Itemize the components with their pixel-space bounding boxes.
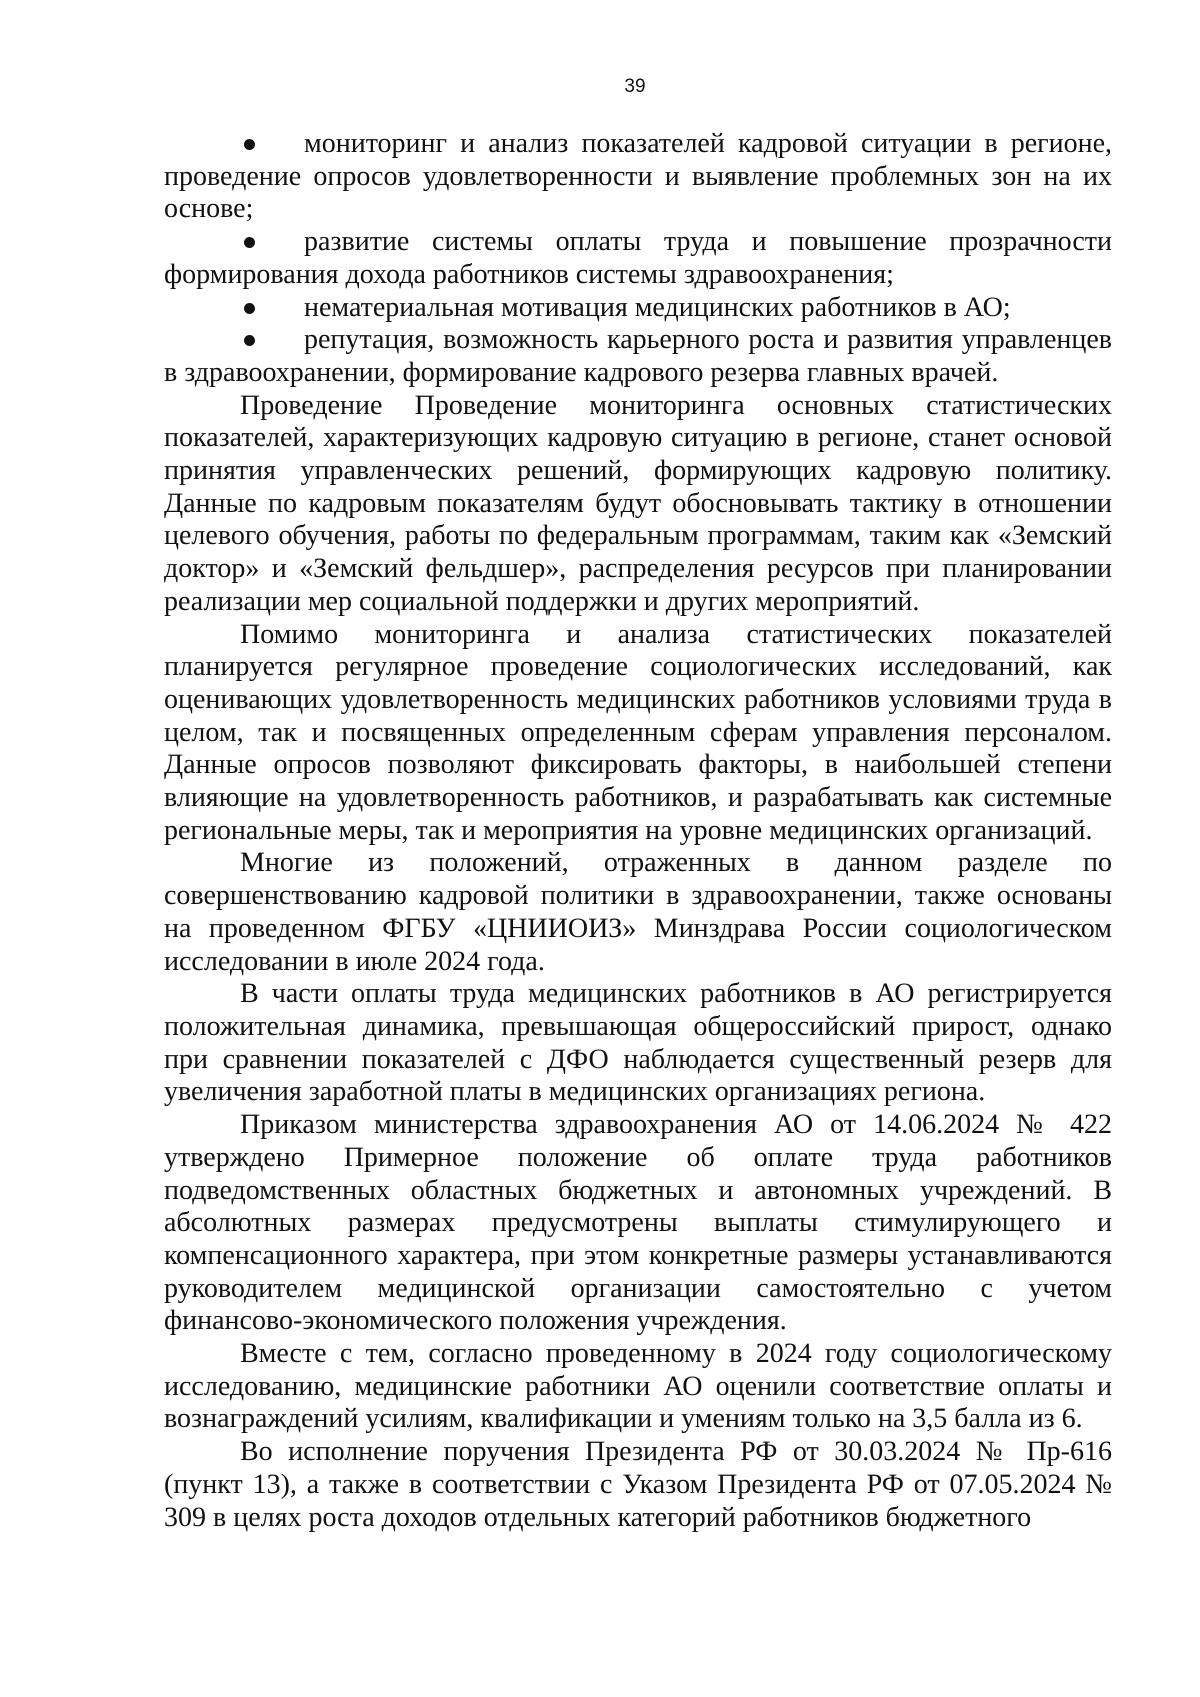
bullet-text: репутация, возможность карьерного роста и развития управленцев в здравоохранении, формирование кадрового резерва главных врачей. [164,324,1112,388]
paragraph-monitoring: Проведение Проведение мониторинга основных статистических показателей, характеризующих кадровую ситуацию в регионе, станет основой принятия управленческих решений, формирующих кадровую политику. Данные по кадровым показателям будут обосновывать тактику в отношении целевого обучения, работы по федеральным программам, таким как «Земский доктор» и «Земский фельдшер», распределения ресурсов при планировании реализации мер социальной поддержки и других мероприятий. [164,389,1112,617]
paragraph-surveys: Помимо мониторинга и анализа статистических показателей планируется регулярное проведение социологических исследований, как оценивающих удовлетворенность медицинских работников условиями труда в целом, так и посвященных определенным сферам управления персоналом. Данные опросов позволяют фиксировать факторы, в наибольшей степени влияющие на удовлетворенность работников, и разрабатывать как системные региональные меры, так и мероприятия на уровне медицинских организаций. [164,618,1112,846]
paragraph-research-basis: Многие из положений, отраженных в данном разделе по совершенствованию кадровой политики в здравоохранении, также основаны на проведенном ФГБУ «ЦНИИОИЗ» Минздрава России социологическом исследовании в июле 2024 года. [164,847,1112,977]
document-body [164,128,1112,1534]
paragraph-survey-score: Вместе с тем, согласно проведенному в 2024 году социологическому исследованию, медицинские работники АО оценили соответствие оплаты и вознаграждений усилиям, квалификации и умениям только на 3,5 балла из 6. [164,1338,1112,1435]
bullet-text: нематериальная мотивация медицинских работников в АО; [304,291,1011,323]
bullet-text: мониторинг и анализ показателей кадровой ситуации в регионе, проведение опросов удовлетворенности и выявление проблемных зон на их основе; [164,128,1112,225]
bullet-item [164,226,1112,291]
bullet-icon [244,303,255,314]
page-number: 39 [624,76,646,97]
bullet-item [164,324,1112,389]
bullet-text: развитие системы оплаты труда и повышение прозрачности формирования дохода работников системы здравоохранения; [164,226,1112,290]
paragraph-order: Приказом министерства здравоохранения АО от 14.06.2024 № 422 утверждено Примерное положение об оплате труда работников подведомственных областных бюджетных и автономных учреждений. В абсолютных размерах предусмотрены выплаты стимулирующего и компенсационного характера, при этом конкретные размеры устанавливаются руководителем медицинской организации самостоятельно с учетом финансово-экономического положения учреждения. [164,1109,1112,1337]
paragraph-presidential-order: Во исполнение поручения Президента РФ от 30.03.2024 № Пр-616 (пункт 13), а также в соответствии с Указом Президента РФ от 07.05.2024 № 309 в целях роста доходов отдельных категорий работников бюджетного [164,1436,1112,1533]
paragraph-wage-dynamics: В части оплаты труда медицинских работников в АО регистрируется положительная динамика, превышающая общероссийский прирост, однако при сравнении показателей с ДФО наблюдается существенный резерв для увеличения заработной платы в медицинских организациях региона. [164,978,1112,1108]
bullet-icon [244,139,255,150]
bullet-item [164,128,1112,226]
bullet-icon [244,335,255,346]
bullet-item [164,292,1112,325]
bullet-icon [244,237,255,248]
